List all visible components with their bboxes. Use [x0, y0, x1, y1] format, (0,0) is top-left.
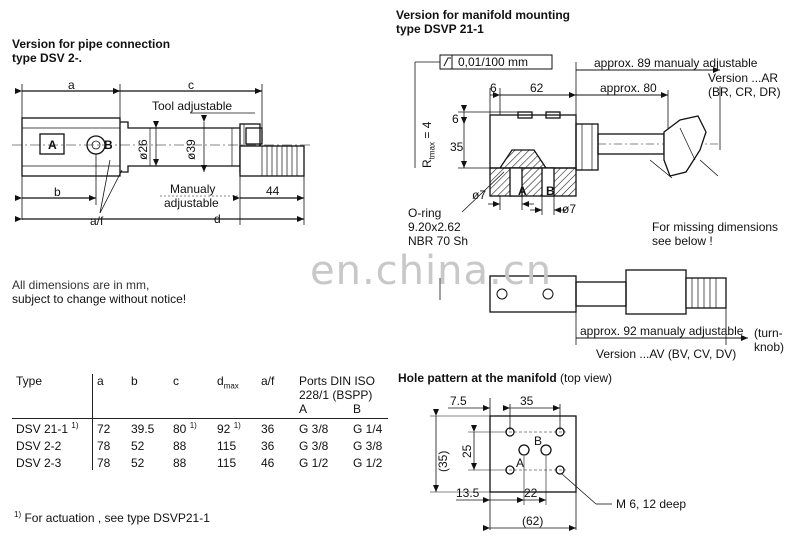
manifold-roughness [420, 122, 439, 168]
hole-pattern-title-row [398, 371, 612, 385]
cell-af: 46 [261, 456, 275, 470]
oring-2: 9.20x2.62 [408, 220, 461, 234]
pipe-port-a: A [48, 138, 57, 152]
th-port-a: A [299, 402, 308, 416]
cell-d-text: 92 [217, 422, 231, 436]
manifold-approx-80: approx. 80 [600, 81, 657, 95]
pipe-port-b: B [104, 138, 113, 152]
manifold-version-ar: Version ...AR [708, 71, 779, 85]
pipe-manual-2: adjustable [164, 196, 219, 210]
cell-type: DSV 2-2 [12, 436, 93, 453]
roughness-sub: tmax [427, 141, 437, 160]
pipe-dim-a: a [68, 78, 75, 92]
manifold-d7-a: ø7 [472, 188, 487, 202]
manifold-valve-ar-drawing [415, 55, 720, 215]
pipe-d26: ø26 [136, 139, 150, 160]
th-b: b [127, 374, 169, 419]
table-footnote-row [14, 508, 210, 525]
table-header-row [12, 374, 388, 419]
pipe-dim-d: d [214, 212, 221, 226]
manifold-dim-6b: 6 [452, 112, 459, 126]
manifold-dim-62: 62 [530, 81, 544, 95]
pipe-af: a/f [90, 214, 104, 228]
table-row [12, 436, 388, 453]
cell-a: 78 [97, 456, 111, 470]
hole-dim-22: 22 [524, 486, 538, 500]
cell-d: 115 [217, 439, 237, 453]
cell-d [213, 419, 257, 437]
footnote-sup: 1) [14, 510, 22, 519]
cell-type: DSV 2-3 [12, 453, 93, 470]
pipe-title: Version for pipe connection [12, 37, 171, 51]
hole-port-b: B [534, 434, 543, 448]
th-type: Type [12, 374, 93, 419]
hole-dim-35: 35 [520, 394, 534, 408]
th-c: c [169, 374, 213, 419]
manifold-dim-6: 6 [490, 81, 497, 95]
cell-af: 36 [261, 439, 275, 453]
hole-dim-13-5: 13.5 [456, 486, 480, 500]
th-port-b: B [353, 402, 362, 416]
cell-c: 88 [173, 456, 187, 470]
hole-pattern-title: Hole pattern at the manifold [398, 371, 557, 385]
cell-b: 52 [131, 439, 145, 453]
hole-dim-35-vertical: (35) [436, 450, 450, 472]
hole-dim-62: (62) [522, 514, 544, 528]
th-d: d [217, 374, 224, 388]
cell-port-a: G 3/8 [299, 439, 329, 453]
cell-sup: 1) [189, 421, 197, 430]
cell-d: 115 [217, 456, 237, 470]
missing-dims-1: For missing dimensions [652, 220, 779, 234]
th-ports-2: 228/1 (BSPP) [299, 388, 373, 402]
manifold-approx-92: approx. 92 manualy adjustable [580, 324, 744, 338]
turn-knob-2: knob) [754, 340, 785, 354]
th-af: a/f [257, 374, 295, 419]
manifold-approx-89: approx. 89 manualy adjustable [594, 56, 758, 70]
pipe-dim-b: b [54, 185, 61, 199]
th-ports-ab [299, 402, 382, 416]
missing-dims-2: see below ! [652, 234, 713, 248]
cell-a: 78 [97, 439, 111, 453]
manifold-version-ar-2: (BR, CR, DR) [708, 85, 781, 99]
hole-port-a: A [516, 456, 525, 470]
th-dmax [213, 374, 257, 419]
table-row [12, 453, 388, 470]
cell-sup: 1) [71, 421, 79, 430]
hole-dim-25: 25 [460, 444, 474, 458]
manifold-version-av: Version ...AV (BV, CV, DV) [596, 347, 737, 361]
cell-port-a: G 1/2 [299, 456, 329, 470]
cell-port-b: G 3/8 [353, 439, 383, 453]
manifold-title: Version for manifold mounting [396, 8, 570, 22]
cell-port-a: G 3/8 [299, 422, 329, 436]
hole-pattern-note: (top view) [560, 371, 613, 385]
cell-c [169, 419, 213, 437]
cell-b: 39.5 [131, 422, 155, 436]
cell-sup: 1) [233, 421, 241, 430]
oring-3: NBR 70 Sh [408, 234, 469, 248]
roughness-value: = 4 [420, 121, 434, 142]
cell-port-b: G 1/2 [353, 456, 383, 470]
manifold-dim-35: 35 [450, 140, 464, 154]
th-dmax-sub: max [223, 381, 239, 391]
table-row [12, 419, 388, 437]
cell-type-text: DSV 21-1 [16, 422, 69, 436]
pipe-dim-c: c [188, 78, 194, 92]
spec-table [12, 374, 388, 470]
table-footnote: For actuation , see type DSVP21-1 [24, 511, 210, 525]
pipe-manual-1: Manualy [170, 182, 216, 196]
oring-1: O-ring [408, 206, 442, 220]
cell-a: 72 [97, 422, 111, 436]
hole-dim-7-5: 7.5 [450, 394, 467, 408]
th-ports [295, 374, 388, 419]
manifold-flatness: 0,01/100 mm [458, 55, 529, 69]
roughness-symbol: R [420, 159, 434, 168]
manifold-port-a: A [518, 184, 527, 198]
cell-af: 36 [261, 422, 275, 436]
pipe-subtitle: type DSV 2-. [12, 51, 83, 65]
pipe-d39: ø39 [184, 139, 198, 160]
manifold-subtitle: type DSVP 21-1 [396, 22, 484, 36]
cell-type [12, 419, 93, 437]
notice-line-2: subject to change without notice! [12, 292, 187, 306]
manifold-port-b: B [546, 184, 555, 198]
cell-b: 52 [131, 456, 145, 470]
th-a: a [93, 374, 128, 419]
pipe-dim-44: 44 [266, 184, 280, 198]
cell-port-b: G 1/4 [353, 422, 383, 436]
cell-c-text: 80 [173, 422, 187, 436]
cell-c: 88 [173, 439, 187, 453]
manifold-d7-b: ø7 [562, 202, 577, 216]
notice-line-1: All dimensions are in mm, [12, 278, 150, 292]
th-ports-1: Ports DIN ISO [299, 374, 376, 388]
hole-m6: M 6, 12 deep [616, 497, 687, 511]
turn-knob-1: (turn- [754, 326, 783, 340]
watermark: en.china.cn [310, 248, 553, 294]
pipe-tool-adjustable: Tool adjustable [152, 99, 233, 113]
